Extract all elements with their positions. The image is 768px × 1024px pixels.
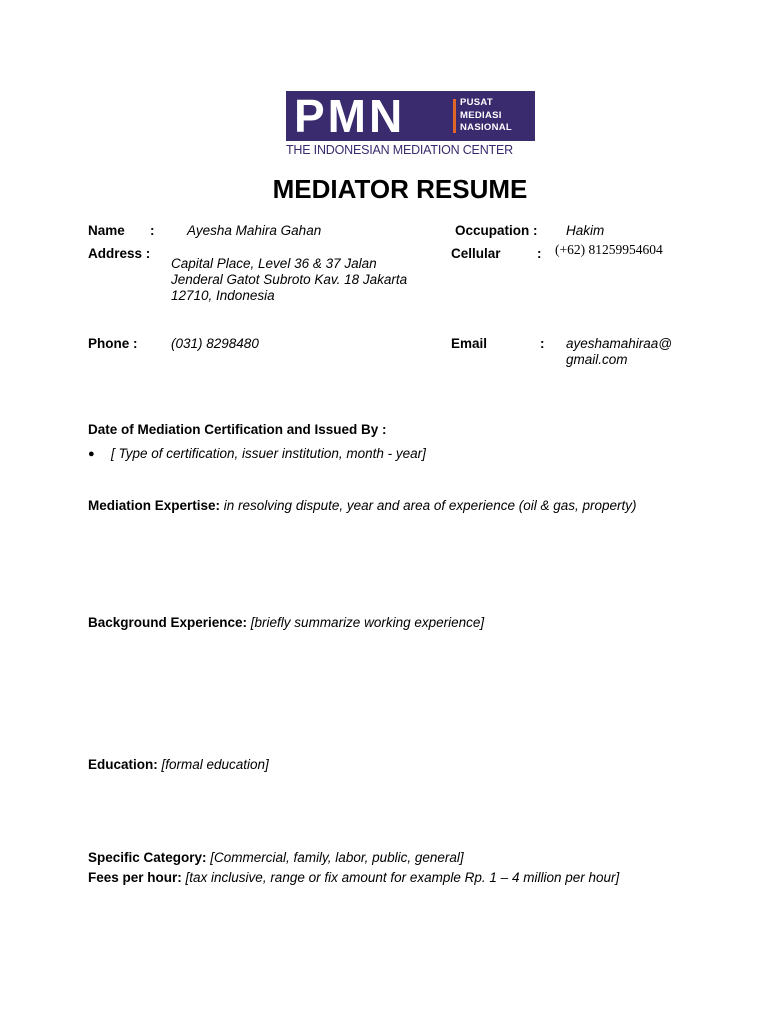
certification-heading: Date of Mediation Certification and Issued By : [88, 422, 387, 437]
logo-tagline: THE INDONESIAN MEDIATION CENTER [286, 143, 513, 157]
category-label: Specific Category: [88, 850, 207, 865]
category-section [88, 850, 464, 866]
phone-value: (031) 8298480 [171, 336, 259, 351]
expertise-value: in resolving dispute, year and area of experience (oil & gas, property) [220, 498, 637, 513]
fees-section [88, 870, 619, 886]
fees-value: [tax inclusive, range or fix amount for example Rp. 1 – 4 million per hour] [181, 870, 620, 885]
education-label: Education: [88, 757, 158, 772]
background-label: Background Experience: [88, 615, 248, 630]
address-line: Jenderal Gatot Subroto Kav. 18 Jakarta [171, 272, 408, 287]
phone-label: Phone : [88, 336, 138, 351]
expertise-label: Mediation Expertise: [88, 498, 221, 513]
cellular-value: (+62) 81259954604 [555, 242, 663, 257]
cellular-colon: : [537, 246, 542, 261]
education-section [88, 757, 269, 773]
logo-side-line: MEDIASI [460, 109, 502, 121]
cellular-label: Cellular [451, 246, 501, 261]
email-colon: : [540, 336, 545, 351]
document-title: MEDIATOR RESUME [272, 174, 528, 204]
name-label: Name [88, 223, 125, 238]
logo-side-line: PUSAT [460, 97, 493, 108]
bullet-icon: ● [88, 448, 95, 460]
logo-banner [286, 91, 535, 141]
address-line: Capital Place, Level 36 & 37 Jalan [171, 256, 377, 271]
background-value: [briefly summarize working experience] [247, 615, 485, 630]
address-label: Address : [88, 246, 151, 261]
address-line: 12710, Indonesia [171, 288, 275, 303]
expertise-section [88, 498, 637, 514]
logo-accent-bar [453, 99, 456, 133]
logo-letters: PMN [294, 90, 406, 142]
pmn-logo [286, 91, 536, 157]
logo-side-line: NASIONAL [460, 122, 513, 133]
logo-side-text [460, 97, 512, 135]
background-section [88, 615, 484, 631]
email-line: gmail.com [566, 352, 628, 367]
name-value: Ayesha Mahira Gahan [187, 223, 322, 238]
category-value: [Commercial, family, labor, public, general] [206, 850, 464, 865]
name-colon: : [150, 223, 155, 238]
certification-item: [ Type of certification, issuer institution, month - year] [111, 446, 426, 461]
email-line: ayeshamahiraa@ [566, 336, 673, 351]
occupation-value: Hakim [566, 223, 605, 238]
education-value: [formal education] [157, 757, 269, 772]
fees-label: Fees per hour: [88, 870, 182, 885]
occupation-label: Occupation : [455, 223, 538, 238]
email-label: Email [451, 336, 488, 351]
